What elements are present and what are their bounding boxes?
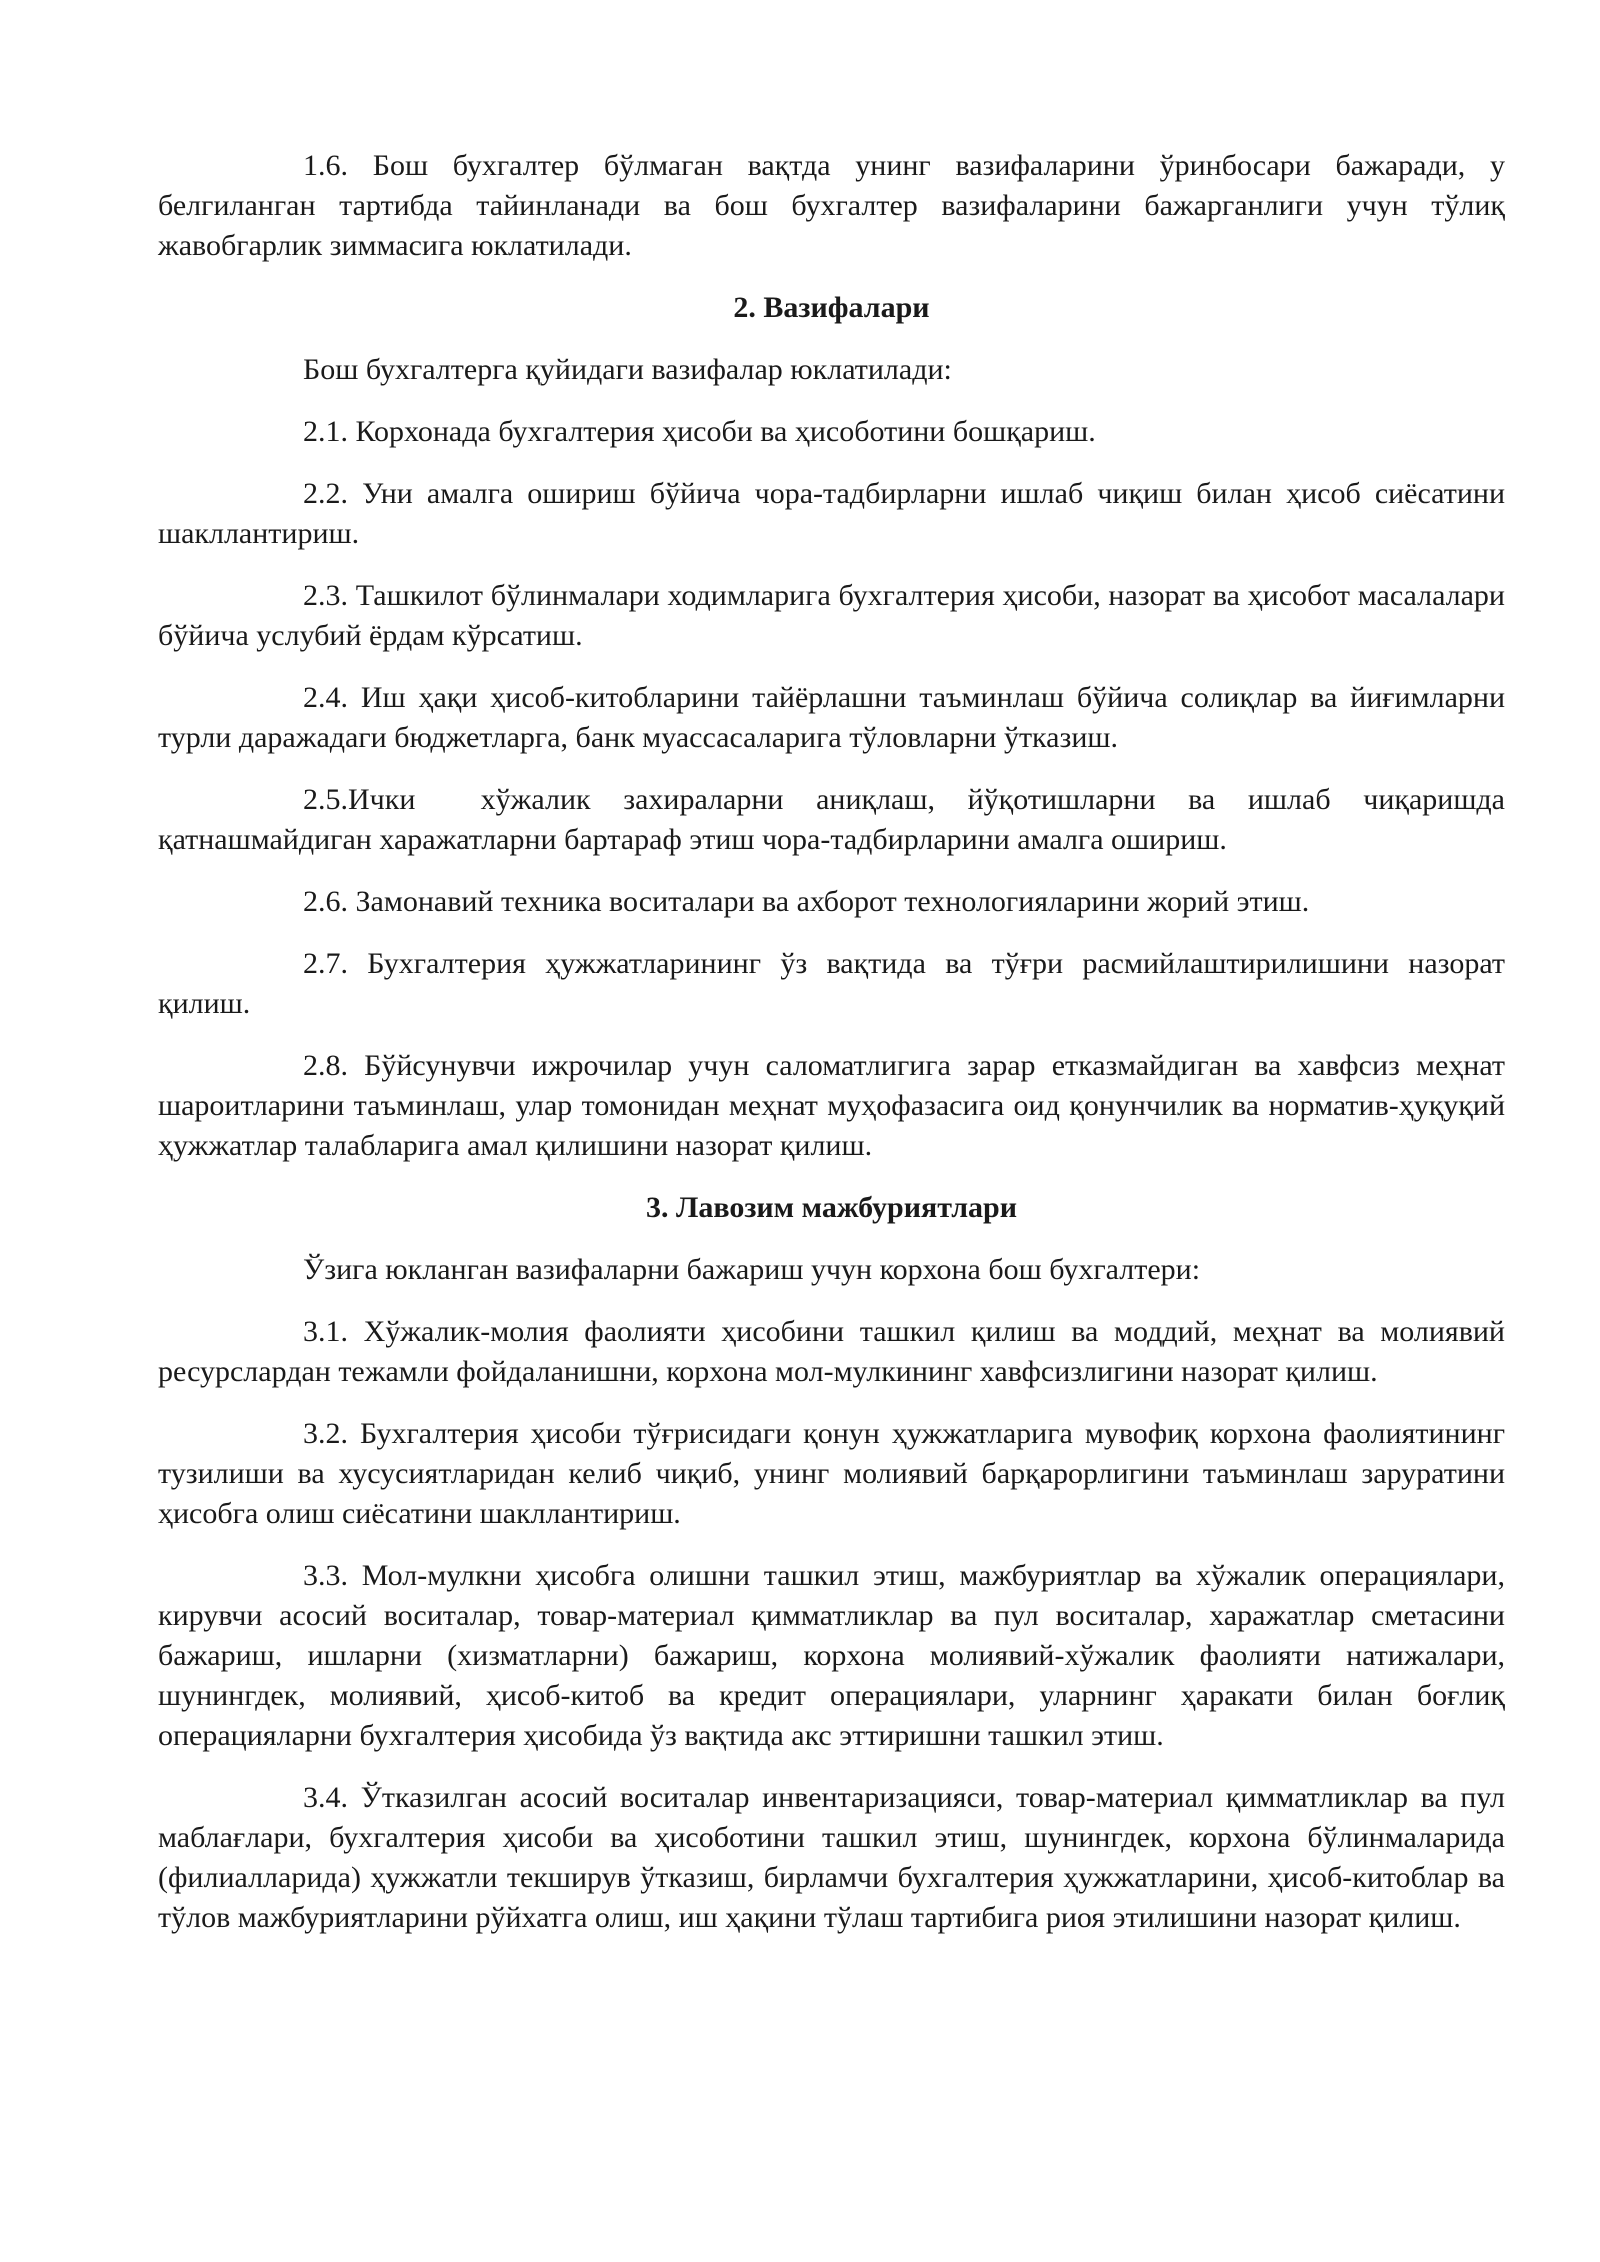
paragraph-3-1: 3.1. Хўжалик-молия фаолияти ҳисобини ташкил қилиш ва моддий, меҳнат ва молиявий ресурслардан тежамли фойдаланишни, корхона мол-мулкининг хавфсизлигини назорат қилиш. (158, 1315, 1505, 1388)
section-heading-3: 3. Лавозим мажбуриятлари (645, 1191, 1018, 1224)
paragraph-3-3: 3.3. Мол-мулкни ҳисобга олишни ташкил этиш, мажбуриятлар ва хўжалик операциялари, кирувчи асосий воситалар, товар-материал қимматликлар ва пул воситалар, харажатлар сметасини бажариш, ишларни (хизматларни) бажариш, корхона молиявий-хўжалик фаолияти натижалари, шунингдек, молиявий, ҳисоб-китоб ва кредит операциялари, уларнинг ҳаракати билан боғлиқ операцияларни бухгалтерия ҳисобида ўз вақтида акс эттиришни ташкил этиш. (158, 1559, 1505, 1752)
paragraph-2-7: 2.7. Бухгалтерия ҳужжатларининг ўз вақтида ва тўғри расмийлаштирилишини назорат қилиш. (158, 947, 1505, 1020)
paragraph-2-8: 2.8. Бўйсунувчи ижрочилар учун саломатлигига зарар етказмайдиган ва хавфсиз меҳнат шароитларини таъминлаш, улар томонидан меҳнат муҳофазасига оид қонунчилик ва норматив-ҳуқуқий ҳужжатлар талабларига амал қилишини назорат қилиш. (158, 1049, 1505, 1162)
paragraph-3-4: 3.4. Ўтказилган асосий воситалар инвентаризацияси, товар-материал қимматликлар ва пул маблағлари, бухгалтерия ҳисоби ва ҳисоботини ташкил этиш, шунингдек, корхона бўлинмаларида (филиалларида) ҳужжатли текширув ўтказиш, бирламчи бухгалтерия ҳужжатларини, ҳисоб-китоблар ва тўлов мажбуриятларини рўйхатга олиш, иш ҳақини тўлаш тартибига риоя этилишини назорат қилиш. (158, 1781, 1505, 1934)
paragraph-2-4: 2.4. Иш ҳақи ҳисоб-китобларини тайёрлашни таъминлаш бўйича солиқлар ва йиғимларни турли даражадаги бюджетларга, банк муассасаларига тўловларни ўтказиш. (158, 681, 1505, 754)
paragraph-2-2: 2.2. Уни амалга ошириш бўйича чора-тадбирларни ишлаб чиқиш билан ҳисоб сиёсатини шакллантириш. (158, 477, 1505, 550)
section-3-intro: Ўзига юкланган вазифаларни бажариш учун корхона бош бухгалтери: (303, 1253, 1201, 1286)
paragraph-2-3: 2.3. Ташкилот бўлинмалари ходимларига бухгалтерия ҳисоби, назорат ва ҳисобот масалалари бўйича услубий ёрдам кўрсатиш. (158, 579, 1505, 652)
section-2-intro: Бош бухгалтерга қуйидаги вазифалар юклатилади: (303, 353, 952, 386)
paragraph-1-6: 1.6. Бош бухгалтер бўлмаган вақтда унинг вазифаларини ўринбосари бажаради, у белгиланган тартибда тайинланади ва бош бухгалтер вазифаларини бажарганлиги учун тўлиқ жавобгарлик зиммасига юклатилади. (158, 149, 1505, 262)
paragraph-3-2: 3.2. Бухгалтерия ҳисоби тўғрисидаги қонун ҳужжатларига мувофиқ корхона фаолиятининг тузилиши ва хусусиятларидан келиб чиқиб, унинг молиявий барқарорлигини таъминлаш заруратини ҳисобга олиш сиёсатини шакллантириш. (158, 1417, 1505, 1530)
paragraph-2-6: 2.6. Замонавий техника воситалари ва ахборот технологияларини жорий этиш. (303, 885, 1310, 918)
paragraph-2-5: 2.5.Ички хўжалик захираларни аниқлаш, йўқотишларни ва ишлаб чиқаришда қатнашмайдиган харажатларни бартараф этиш чора-тадбирларини амалга ошириш. (158, 783, 1513, 856)
paragraph-2-1: 2.1. Корхонада бухгалтерия ҳисоби ва ҳисоботини бошқариш. (303, 415, 1096, 448)
section-heading-2: 2. Вазифалари (733, 291, 930, 324)
document-page (158, 146, 1513, 1960)
